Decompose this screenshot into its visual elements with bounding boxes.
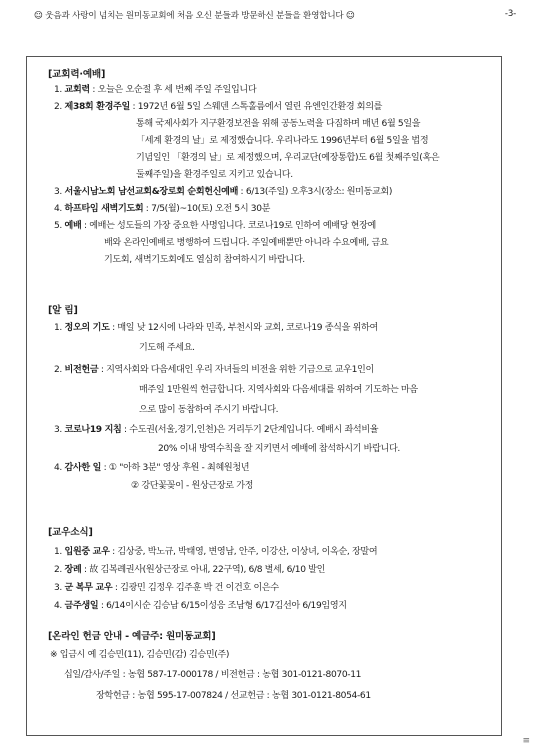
notice-item-3-line-2: 20% 이내 방역수칙을 잘 지키면서 예배에 참석하시기 바랍니다. xyxy=(158,444,400,454)
calendar-item-2-line-2: 통해 국제사회가 지구환경보전을 위해 공동노력을 다짐하며 매년 6월 5일을 xyxy=(136,119,421,129)
header-welcome-text: ☺ 웃음과 사랑이 넘치는 원미동교회에 처음 오신 분들과 방문하신 분들을 환영합니다 ☺ xyxy=(34,11,355,21)
calendar-item-5-line-3: 기도회, 새벽기도회에도 열심히 참여하시기 바랍니다. xyxy=(104,255,305,265)
section-title-notices: [알 림] xyxy=(48,305,78,316)
notice-item-3: 3. 코로나19 지침 : 수도권(서울,경기,인천)은 거리두기 2단계입니다. 예배시 좌석비율 xyxy=(54,425,379,435)
offering-note: ※ 입금시 예 김승민(11), 김승민(감) 김승민(주) xyxy=(50,650,230,660)
section-title-members: [교우소식] xyxy=(48,527,93,538)
calendar-item-2-line-4: 기념일인 「환경의 날」로 제정했으며, 우리교단(예장통합)도 6월 첫째주일(혹은 xyxy=(136,153,440,163)
calendar-item-2-line-3: 「세계 환경의 날」로 제정했습니다. 우리나라도 1996년부터 6월 5일을 법정 xyxy=(136,136,429,146)
notice-item-2: 2. 비전헌금 : 지역사회와 다음세대인 우리 자녀들의 비전을 위한 기금으로 교우1인이 xyxy=(54,365,374,375)
member-item-3: 3. 군 복무 교우 : 김광민 김정우 김주훈 박 건 이건호 이은수 xyxy=(54,583,279,593)
calendar-item-5: 5. 예배 : 예배는 성도들의 가장 중요한 사명입니다. 코로나19로 인하여 예배당 현장예 xyxy=(54,221,376,231)
calendar-item-2-line-5: 둘째주일)을 환경주일로 지키고 있습니다. xyxy=(136,170,293,180)
page-number: -3- xyxy=(504,9,516,19)
notice-item-2-line-2: 매주일 1만원씩 헌금합니다. 지역사회와 다음세대를 위하여 기도하는 마음 xyxy=(139,385,418,395)
member-item-2: 2. 장례 : 故 김복례권사(원상근장로 아내, 22구역), 6/8 별세, 6/10 발인 xyxy=(54,565,326,575)
corner-mark: ≡ xyxy=(522,736,530,746)
calendar-item-4: 4. 하프타임 새벽기도회 : 7/5(월)~10(토) 오전 5시 30분 xyxy=(54,204,271,214)
notice-item-4-line-2: ② 강단꽃꽂이 - 원상근장로 가정 xyxy=(131,481,254,491)
offering-accounts-line-2: 장학헌금 : 농협 595-17-007824 / 선교헌금 : 농협 301-0121-8054-61 xyxy=(96,691,371,701)
calendar-item-3: 3. 서울시남노회 남선교회&장로회 순회헌신예배 : 6/13(주일) 오후3시(장소: 원미동교회) xyxy=(54,187,393,197)
member-item-4: 4. 금주생일 : 6/14이시순 김승남 6/15이성응 조남형 6/17김선아 6/19임영지 xyxy=(54,601,347,611)
notice-item-1-line-2: 기도해 주세요. xyxy=(139,343,195,353)
section-title-offering: [온라인 헌금 안내 - 예금주: 원미동교회] xyxy=(48,631,216,642)
notice-item-1: 1. 정오의 기도 : 매일 낮 12시에 나라와 민족, 부천시와 교회, 코로나19 종식을 위하여 xyxy=(54,323,378,333)
offering-accounts-line-1: 십일/감사/주일 : 농협 587-17-000178 / 비전헌금 : 농협 301-0121-8070-11 xyxy=(64,670,362,680)
notice-item-2-line-3: 으로 많이 동참하여 주시기 바랍니다. xyxy=(139,405,279,415)
page-header xyxy=(34,9,516,21)
member-item-1: 1. 입원중 교우 : 김상중, 박노규, 박태영, 변영남, 안주, 이강산, 이상녀, 이옥순, 장말여 xyxy=(54,547,378,557)
section-title-calendar: [교회력·예배] xyxy=(48,69,106,80)
calendar-item-2: 2. 제38회 환경주일 : 1972년 6월 5일 스웨덴 스톡홀름에서 열린 유엔인간환경 회의를 xyxy=(54,102,383,112)
notice-item-4: 4. 감사한 일 : ① "아하 3분" 영상 후원 - 최혜원청년 xyxy=(54,463,250,473)
calendar-item-5-line-2: 배와 온라인예배로 병행하여 드립니다. 주일예배뿐만 아니라 수요예배, 금요 xyxy=(104,238,389,248)
calendar-item-1: 1. 교회력 : 오늘은 오순절 후 세 번째 주일 주일입니다 xyxy=(54,85,257,95)
